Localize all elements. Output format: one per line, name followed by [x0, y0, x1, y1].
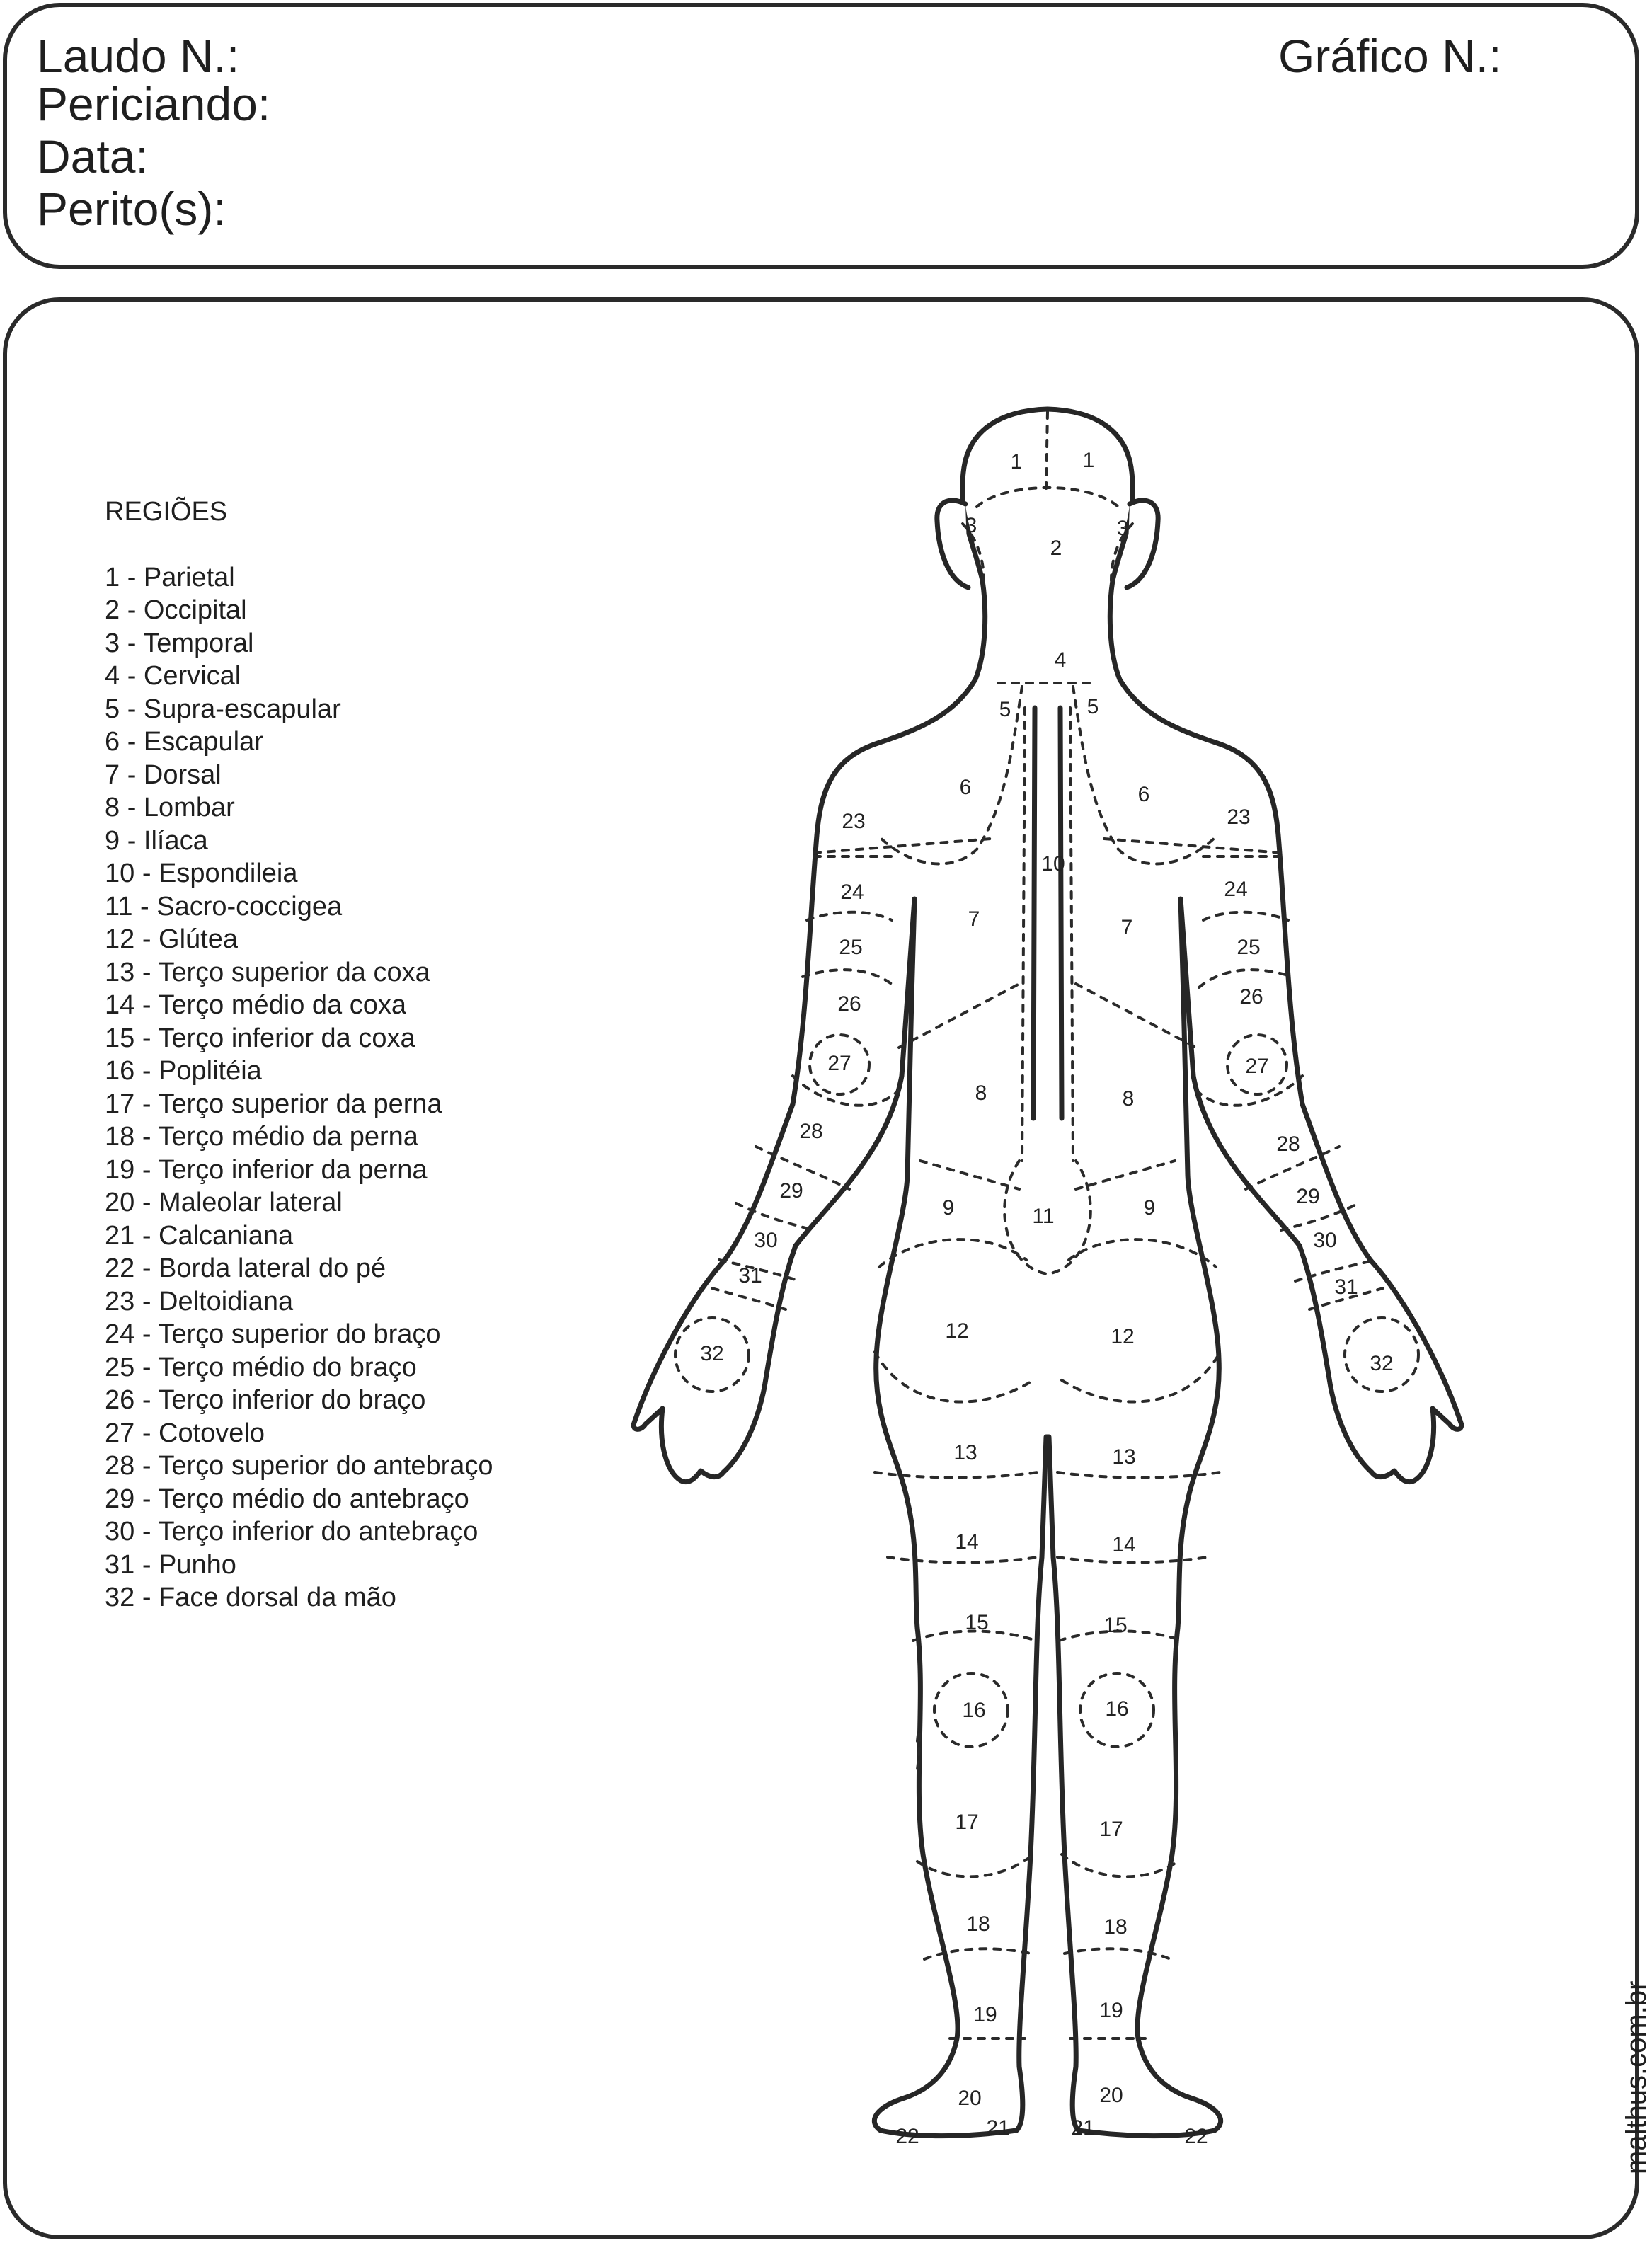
legend-item: 25 - Terço médio do braço [105, 1352, 417, 1382]
region-label: 14 [955, 1530, 979, 1554]
region-label: 27 [1245, 1054, 1269, 1078]
legend-item: 12 - Glútea [105, 924, 238, 954]
region-label: 7 [968, 907, 980, 931]
region-label: 20 [958, 2086, 982, 2110]
region-label: 13 [953, 1440, 977, 1464]
region-label: 18 [1103, 1915, 1128, 1939]
spine-line-left [1033, 708, 1035, 1118]
legend-item: 29 - Terço médio do antebraço [105, 1484, 469, 1514]
region-label: 25 [839, 935, 863, 959]
legend-item: 23 - Deltoidiana [105, 1286, 294, 1316]
legend-item: 7 - Dorsal [105, 759, 222, 790]
right-ear [1127, 500, 1158, 587]
region-label: 25 [1237, 935, 1261, 959]
region-label: 1 [1010, 449, 1023, 474]
legend-item: 28 - Terço superior do antebraço [105, 1451, 493, 1481]
region-label: 6 [959, 775, 972, 799]
legend-item: 10 - Espondileia [105, 859, 298, 888]
region-label: 19 [973, 2002, 997, 2026]
laudo-label: Laudo N.: [37, 30, 240, 82]
data-label: Data: [37, 130, 149, 183]
legend-item: 31 - Punho [105, 1549, 236, 1580]
legend-item: 2 - Occipital [105, 595, 247, 625]
legend-item: 18 - Terço médio da perna [105, 1122, 418, 1152]
region-label: 32 [1370, 1351, 1394, 1375]
legend-item: 20 - Maleolar lateral [105, 1188, 343, 1217]
region-label: 21 [986, 2116, 1010, 2140]
legend-item: 8 - Lombar [105, 793, 235, 822]
legend-item: 15 - Terço inferior da coxa [105, 1023, 415, 1053]
grafico-label: Gráfico N.: [1278, 30, 1502, 82]
region-label: 2 [1050, 536, 1062, 560]
region-label: 10 [1041, 851, 1065, 876]
legend-item: 3 - Temporal [105, 628, 254, 658]
region-label: 16 [1105, 1697, 1129, 1721]
region-label: 31 [738, 1263, 762, 1287]
region-label: 18 [966, 1912, 990, 1936]
region-label: 9 [1143, 1195, 1156, 1220]
region-label: 31 [1334, 1275, 1358, 1299]
periciando-label: Periciando: [37, 78, 271, 130]
legend-item: 13 - Terço superior da coxa [105, 957, 430, 987]
region-label: 30 [1313, 1228, 1337, 1252]
region-label: 11 [1032, 1204, 1055, 1228]
legend-item: 1 - Parietal [105, 562, 235, 592]
legend-item: 17 - Terço superior da perna [105, 1089, 442, 1119]
region-label: 3 [965, 513, 977, 537]
region-label: 19 [1099, 1998, 1123, 2022]
legend-item: 4 - Cervical [105, 661, 241, 691]
region-label: 15 [1103, 1613, 1128, 1637]
legend-item: 22 - Borda lateral do pé [105, 1254, 386, 1283]
region-label: 29 [1296, 1184, 1320, 1208]
region-label: 28 [1276, 1132, 1300, 1156]
legend-item: 24 - Terço superior do braço [105, 1319, 441, 1349]
region-label: 17 [1099, 1817, 1123, 1841]
spine-line-right [1060, 708, 1062, 1118]
region-label: 29 [779, 1178, 803, 1203]
legend-item: 6 - Escapular [105, 727, 263, 757]
legend-item: 26 - Terço inferior do braço [105, 1385, 426, 1415]
region-label: 13 [1112, 1445, 1136, 1469]
region-label: 5 [999, 697, 1011, 721]
region-label: 1 [1082, 448, 1095, 472]
legend-item: 21 - Calcaniana [105, 1220, 294, 1251]
region-label: 23 [1227, 805, 1251, 829]
region-label: 12 [1111, 1324, 1135, 1348]
region-label: 30 [754, 1228, 778, 1252]
region-label: 26 [1239, 985, 1263, 1009]
legend-item: 14 - Terço médio da coxa [105, 990, 406, 1020]
region-label: 8 [1122, 1086, 1135, 1111]
legend-item: 27 - Cotovelo [105, 1418, 265, 1448]
region-label: 16 [962, 1698, 986, 1722]
region-label: 27 [827, 1051, 851, 1075]
region-label: 22 [1184, 2124, 1208, 2148]
region-label: 4 [1054, 648, 1067, 672]
region-label: 5 [1086, 694, 1099, 718]
region-label: 26 [837, 992, 861, 1016]
region-label: 21 [1071, 2116, 1095, 2140]
legend-title: REGIÕES [105, 497, 228, 527]
region-label: 20 [1099, 2083, 1123, 2107]
region-label: 6 [1137, 782, 1150, 806]
peritos-label: Perito(s): [37, 183, 226, 235]
region-label: 32 [700, 1341, 724, 1365]
watermark: malthus.com.br [1621, 1980, 1652, 2174]
region-label: 28 [799, 1119, 823, 1143]
left-ear [937, 500, 968, 587]
boundary-line [917, 1731, 919, 1769]
region-label: 12 [945, 1319, 969, 1343]
legend-item: 16 - Poplitéia [105, 1056, 262, 1086]
region-label: 7 [1120, 915, 1133, 939]
legend-item: 5 - Supra-escapular [105, 694, 341, 724]
region-label: 3 [1116, 516, 1129, 540]
region-label: 17 [955, 1810, 979, 1834]
legend-item: 30 - Terço inferior do antebraço [105, 1517, 478, 1547]
legend-item: 9 - Ilíaca [105, 825, 208, 856]
region-label: 23 [842, 809, 866, 833]
region-label: 15 [965, 1610, 989, 1634]
region-label: 22 [895, 2124, 919, 2148]
legend-item: 32 - Face dorsal da mão [105, 1583, 396, 1612]
region-label: 14 [1112, 1532, 1136, 1556]
region-label: 8 [975, 1081, 987, 1105]
region-label: 9 [942, 1195, 955, 1220]
region-label: 24 [840, 880, 864, 904]
legend-item: 19 - Terço inferior da perna [105, 1154, 428, 1185]
legend-item: 11 - Sacro-coccigea [105, 891, 343, 922]
region-label: 24 [1224, 877, 1248, 901]
